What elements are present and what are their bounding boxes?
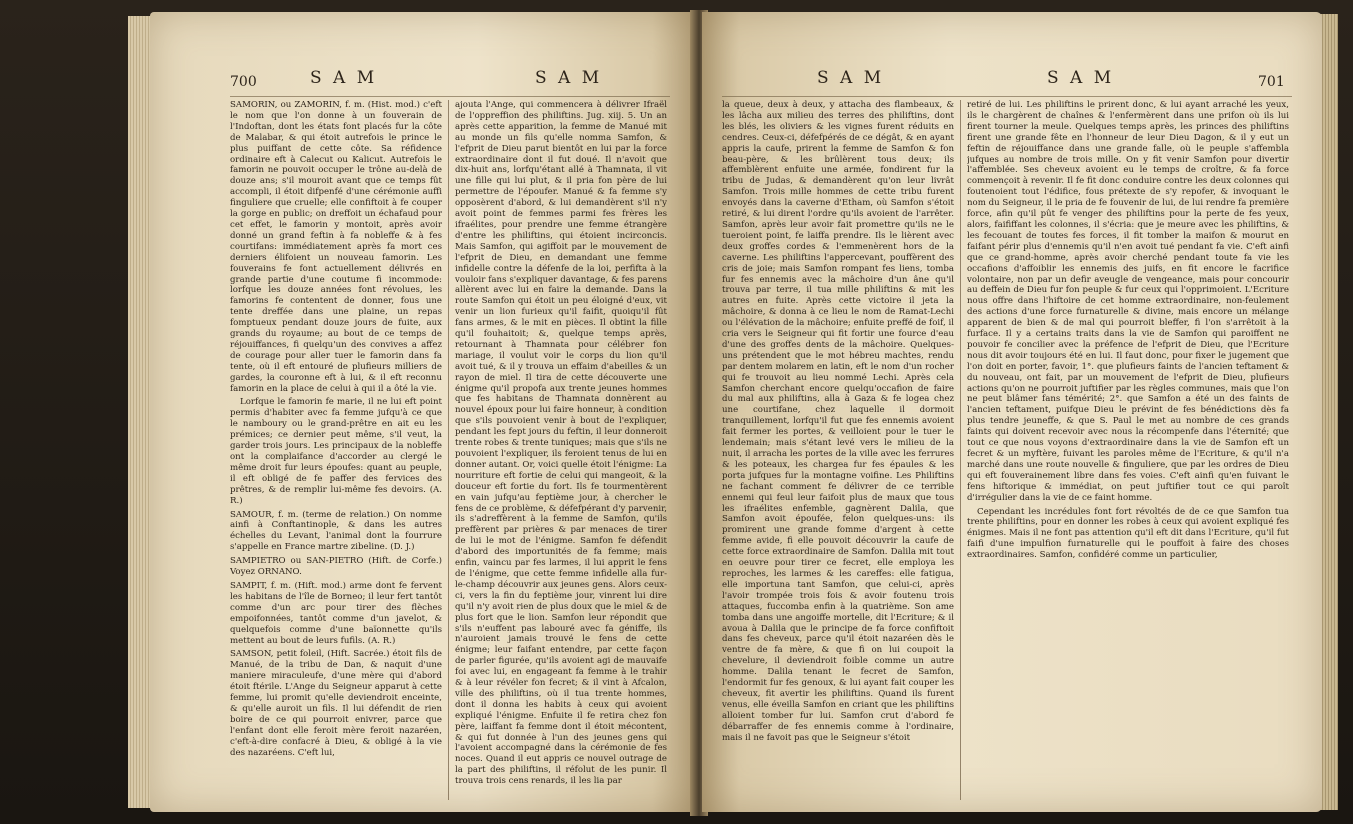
header-rule bbox=[230, 96, 670, 97]
column-rule bbox=[960, 100, 961, 800]
running-header-left: S A M bbox=[817, 68, 885, 88]
column-rule bbox=[448, 100, 449, 800]
page-number: 701 bbox=[1258, 74, 1285, 90]
header-rule bbox=[722, 96, 1292, 97]
paragraph: SAMORIN, ou ZAMORIN, f. m. (Hist. mod.) c'eft le nom que l'on donne à un fouverain de l'Indoftan, dont les états font placés fur la côte de Malabar, & qui étoit autrefois le prince le plus puiffant de cette côte. Sa réfidence ordinaire eft à Calecut ou Kalicut. Autrefois le famorin ne pouvoit occuper le trône au-delà de douze ans; s'il mouroit avant que ce temps fût accompli, il étoit difpenfé d'une cérémonie auffi finguliere que cruelle; elle confiftoit à fe couper la gorge en public; on dreffoit un échafaud pour cet effet, le famorin y montoit, après avoir donné un grand feftin à fa nobleffe & à fes courtifans: immédiatement après fa mort ces derniers élifoient un nouveau famorin. Les fouverains fe font actuellement délivrés en grande partie d'une coutume fi incommode: lorfque les douze années font révolues, les famorins fe contentent de donner, fous une tente dreffée dans une plaine, un repas fomptueux pendant douze jours de fuite, aux grands du royaume; au bout de ce temps de réjouiffances, fi quelqu'un des convives a affez de courage pour aller tuer le famorin dans fa tente, où il eft entouré de plufieurs milliers de gardes, la couronne eft à lui, & il eft reconnu famorin en la place de celui à qui il a ôté la vie. bbox=[230, 100, 442, 394]
paragraph: ajouta l'Ange, qui commencera à délivrer Ifraël de l'oppreffion des philiftins. Jug. xiij. 5. Un an après cette apparition, la femme de Manué mit au monde un fils qu'elle nomma Samfon, & l'efprit de Dieu parut bientôt en lui par la force extraordinaire dont il fut doué. Il n'avoit que dix-huit ans, lorfqu'étant allé à Thamnata, il vit une fille qui lui plut, & il pria fon père de lui permettre de l'époufer. Manué & fa femme s'y opposèrent d'abord, & lui demandèrent s'il n'y avoit point de femmes parmi fes frères les ifraélites, pour prendre une femme étrangère d'entre les philiftins, qui étoient incirconcis. Mais Samfon, qui agiffoit par le mouvement de l'efprit de Dieu, en demandant une femme infidelle contre la défenfe de la loi, perfifta à la vouloir fans s'expliquer davantage, & fes parens allèrent avec lui en faire la demande. Dans la route Samfon qui étoit un peu éloigné d'eux, vit venir un lion furieux qu'il faifit, quoiqu'il fût fans armes, & le mit en pièces. Il obtint la fille qu'il fouhaitoit; &, quelque temps après, retournant à Thamnata pour célébrer fon mariage, il voulut voir le corps du lion qu'il avoit tué, & il y trouva un effaim d'abeilles & un rayon de miel. Il tira de cette découverte une énigme qu'il propofa aux trente jeunes hommes que fes habitans de Thamnata donnèrent au nouvel époux pour lui faire honneur, à condition que s'ils pouvoient venir à bout de l'expliquer, pendant les fept jours du feftin, il leur donneroit trente robes & trente tuniques; mais que s'ils ne pouvoient l'expliquer, ils feroient tenus de lui en donner autant. Or, voici quelle étoit l'énigme: La nourriture eft fortie de celui qui mangeoit, & la douceur eft fortie du fort. Ils fe tourmentèrent en vain jufqu'au feptième jour, à chercher le fens de ce problème, & défefpérant d'y parvenir, ils s'adreffèrent à la femme de Samfon, qu'ils preffèrent par prières & par menaces de tirer de lui le mot de l'énigme. Samfon fe défendit d'abord des importunités de fa femme; mais enfin, vaincu par fes larmes, il lui apprit le fens de l'énigme, que cette femme infidelle alla fur-le-champ découvrir aux jeunes gens. Alors ceux-ci, vers la fin du feptième jour, vinrent lui dire qu'il n'y avoit rien de plus doux que le miel & de plus fort que le lion. Samfon leur répondit que s'ils n'euffent pas labouré avec fa géniffe, ils n'auroient jamais trouvé le fens de cette énigme; leur faifant entendre, par cette façon de parler figurée, qu'ils avoient agi de mauvaife foi avec lui, en engageant fa femme à le trahir & à leur révéler fon fecret; & il vint à Afcalon, ville des philiftins, où il tua trente hommes, dont il donna les habits à ceux qui avoient expliqué l'énigme. Enfuite il fe retira chez fon père, laiffant fa femme dont il étoit mécontent, & qui fut donnée à l'un des jeunes gens qui l'avoient accompagné dans la cérémonie de fes noces. Quand il eut appris ce nouvel outrage de la part des philiftins, il réfolut de les punir. Il trouva trois cens renards, il les lia par bbox=[455, 100, 667, 787]
paragraph: SAMOUR, f. m. (terme de relation.) On nomme ainfi à Conftantinople, & dans les autres échelles du Levant, l'animal dont la fourrure s'appelle en France martre zibeline. (D. J.) bbox=[230, 509, 442, 553]
text-column-2 bbox=[455, 100, 667, 800]
paragraph: SAMPIETRO ou SAN-PIETRO (Hift. de Corfe.) Voyez ORNANO. bbox=[230, 556, 442, 578]
page-edge-right bbox=[1320, 14, 1338, 810]
paragraph: la queue, deux à deux, y attacha des flambeaux, & les lâcha aux milieu des terres des philiftins, dont les blés, les oliviers & les vignes furent réduits en cendres. Ceux-ci, défefpérés de ce dégât, & en ayant appris la caufe, prirent la femme de Samfon & fon beau-père, & les brûlèrent tous deux; ils affemblèrent enfuite une armée, fondirent fur la tribu de Judas, & demandèrent qu'on leur livrât Samfon. Trois mille hommes de cette tribu furent envoyés dans la caverne d'Etham, où Samfon s'étoit retiré, & lui dirent l'ordre qu'ils avoient de l'arrêter. Samfon, après leur avoir fait promettre qu'ils ne le tueroient point, fe laiffa prendre. Ils le lièrent avec deux groffes cordes & l'emmenèrent hors de la caverne. Les philiftins l'appercevant, pouffèrent des cris de joie; mais Samfon rompant fes liens, tomba fur fes ennemis avec la mâchoire d'un âne qu'il trouva par terre, il tua mille philiftins & mit les autres en fuite. Après cette victoire il jeta la mâchoire, & donna à ce lieu le nom de Ramat-Lechi ou l'élévation de la mâchoire; enfuite preffé de foif, il cria vers le Seigneur qui fit fortir une fource d'eau d'une des groffes dents de la mâchoire. Quelques-uns prétendent que le mot hébreu machtes, rendu par dentem molarem en latin, eft le nom d'un rocher qui fe trouvoit au lieu nommé Lechi. Après cela Samfon cherchant encore quelqu'occafion de faire du mal aux philiftins, alla à Gaza & fe logea chez une courtifane, chez laquelle il dormoit tranquillement, lorfqu'il fut que fes ennemis avoient fait fermer les portes, & veilloient pour le tuer le lendemain; mais s'étant levé vers le milieu de la nuit, il arracha les portes de la ville avec les ferrures & les poteaux, les chargea fur fes épaules & les porta jufques fur la montagne voifine. Les Philiftins ne fachant comment fe délivrer de ce terrible ennemi qui feul leur faifoit plus de maux que tous les ifraélites enfemble, gagnèrent Dalila, que Samfon avoit époufée, felon quelques-uns: ils promirent une grande fomme d'argent à cette femme avide, fi elle pouvoit découvrir la caufe de cette force extraordinaire de Samfon. Dalila mit tout en oeuvre pour tirer ce fecret, elle employa les reproches, les larmes & les careffes: elle fatigua, elle importuna tant Samfon, que celui-ci, après l'avoir trompée trois fois & avoir foutenu trois attaques, fuccomba enfin à la quatrième. Son ame tomba dans une angoiffe mortelle, dit l'Ecriture; & il avoua à Dalila que le principe de fa force confiftoit dans fes cheveux, parce qu'il étoit nazaréen dès le ventre de fa mère, & que fi on lui coupoit la chevelure, il deviendroit foible comme un autre homme. Dalila tenant le fecret de Samfon, l'endormit fur fes genoux, & lui ayant fait couper les cheveux, fit avertir les philiftins. Quand ils furent venus, elle éveilla Samfon en criant que les philiftins alloient tomber fur lui. Samfon crut d'abord fe débarraffer de fes ennemis comme à l'ordinaire, mais il ne favoit pas que le Seigneur s'étoit bbox=[722, 100, 954, 743]
text-column-1 bbox=[722, 100, 954, 800]
text-column-2 bbox=[967, 100, 1289, 800]
paragraph: SAMPIT, f. m. (Hift. mod.) arme dont fe fervent les habitans de l'île de Borneo; il leur fert tantôt comme d'un arc pour tirer des flèches empoifonnées, tantôt comme d'un javelot, & quelquefois comme d'une baïonnette qu'ils mettent au bout de leurs fufils. (A. R.) bbox=[230, 580, 442, 646]
left-page bbox=[150, 12, 696, 812]
paragraph: Cependant les incrédules font fort révoltés de de ce que Samfon tua trente philiftins, pour en donner les robes à ceux qui avoient expliqué fes énigmes. Mais il ne font pas attention qu'il eft dit dans l'Ecriture, qu'il fut faifi d'une impulfion furnaturelle qui le pouffoit à faire des choses extraordinaires. Samfon, confidéré comme un particulier, bbox=[967, 506, 1289, 561]
running-header-right: S A M bbox=[535, 68, 603, 88]
text-column-1 bbox=[230, 100, 442, 800]
page-edge-left bbox=[128, 16, 152, 808]
right-page bbox=[702, 12, 1322, 812]
paragraph: Lorfque le famorin fe marie, il ne lui eft point permis d'habiter avec fa femme jufqu'à ce que le namboury ou le grand-prêtre en ait eu les prémices; ce dernier peut même, s'il veut, la garder trois jours. Les principaux de la nobleffe ont la complaifance d'accorder au clergé le même droit fur leurs époufes: quant au peuple, il eft obligé de fe paffer des fervices des prêtres, & de remplir lui-même fes devoirs. (A. R.) bbox=[230, 397, 442, 506]
running-header-right: S A M bbox=[1047, 68, 1115, 88]
paragraph: SAMSON, petit foleil, (Hift. Sacrée.) étoit fils de Manué, de la tribu de Dan, & naquit d'une maniere miraculeufe, d'une mère qui d'abord étoit ftérile. L'Ange du Seigneur apparut à cette femme, lui promit qu'elle deviendroit enceinte, & qu'elle auroit un fils. Il lui défendit de rien boire de ce qui pourroit enivrer, parce que l'enfant dont elle feroit mère feroit nazaréen, c'eft-à-dire confacré à Dieu, & obligé à la vie des nazaréens. C'eft lui, bbox=[230, 649, 442, 758]
paragraph: retiré de lui. Les philiftins le prirent donc, & lui ayant arraché les yeux, ils le chargèrent de chaînes & l'enfermèrent dans une prifon où ils lui firent tourner la meule. Quelques temps après, les princes des philiftins firent une grande fête en l'honneur de leur Dieu Dagon, & il y eut un feftin de réjouiffance dans une grande falle, où le peuple s'affembla jufques au nombre de trois mille. On y fit venir Samfon pour divertir l'affemblée. Ses cheveux avoient eu le temps de croître, & fa force commençoit à revenir. Il fe fit donc conduire contre les deux colonnes qui foutenoient tout l'édifice, fous prétexte de s'y repofer, & invoquant le nom du Seigneur, il le pria de fe fouvenir de lui, de lui rendre fa première force, afin qu'il pût fe venger des philiftins pour la perte de fes yeux, alors, faififfant les colonnes, il s'écria: que je meure avec les philiftins, & les fecouant de toutes fes forces, il fit tomber la maifon & mourut en faifant périr plus d'ennemis qu'il n'en avoit tué pendant fa vie. C'eft ainfi que ce grand-homme, après avoir cherché pendant toute fa vie les occafions d'affoiblir les ennemis des juifs, en fit encore le facrifice volontaire, non par un defir aveugle de vengeance, mais pour concourir au deffein de Dieu fur fon peuple & fur ceux qui l'opprimoient. L'Ecriture nous offre dans l'hiftoire de cet homme extraordinaire, non-feulement des actions d'une force furnaturelle & divine, mais encore un mélange apparent de bien & de mal qui pourroit bleffer, fi l'on s'arrêtoit à la furface. Il y a certains traits dans la vie de Samfon qui paroiffent ne pouvoir fe concilier avec la préfence de l'efprit de Dieu, que l'Ecriture nous dit avoir toujours été en lui. Il faut donc, pour fixer le jugement que l'on doit en porter, favoir, 1°. que plufieurs faints de l'ancien teftament & du nouveau, ont fait, par un mouvement de l'efprit de Dieu, plufieurs actions qu'on ne pourroit juftifier par les règles communes, mais que l'on ne peut blâmer fans témérité; 2°. que Samfon a été un des faints de l'ancien teftament, puifque Dieu le prévint de fes bénédictions dès fa plus tendre jeuneffe, & que S. Paul le met au nombre de ces grands faints qui doivent recevoir avec nous la récompenfe dans l'éternité; que tout ce que nous voyons d'extraordinaire dans la vie de Samfon eft un fecret & un myftère, fuivant les paroles même de l'Ecriture, & qu'il n'a marché dans une route nouvelle & finguliere, que par les ordres de Dieu qui eft fouverainement libre dans fes voies. C'eft ainfi qu'en fuivant le fens hiftorique & immédiat, on peut juftifier tout ce qui paroît d'irrégulier dans la vie de ce faint homme. bbox=[967, 100, 1289, 503]
page-number: 700 bbox=[230, 74, 257, 90]
running-header-left: S A M bbox=[310, 68, 378, 88]
